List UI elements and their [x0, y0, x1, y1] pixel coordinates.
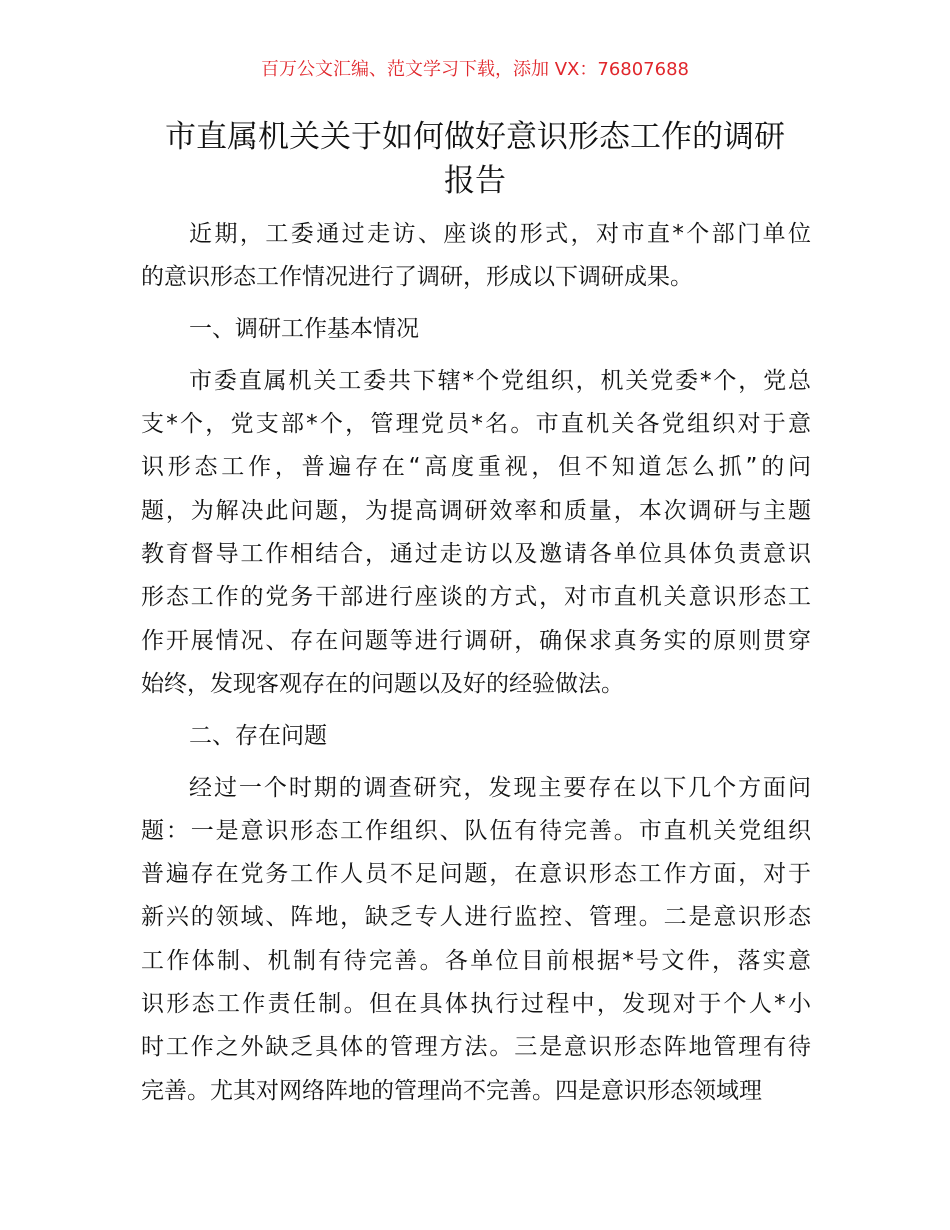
text-line: 时工作之外缺乏具体的管理方法。三是意识形态阵地管理有待 — [141, 1034, 811, 1061]
paragraph — [141, 767, 811, 1113]
section-heading — [141, 715, 811, 758]
text-line: 市委直属机关工委共下辖*个党组织，机关党委*个，党总 — [189, 367, 811, 394]
text-line: 新兴的领域、阵地，缺乏专人进行监控、管理。二是意识形态 — [141, 904, 811, 931]
document-body — [141, 213, 811, 1121]
text-line: 经过一个时期的调查研究，发现主要存在以下几个方面问 — [189, 774, 811, 801]
text-line: 识形态工作责任制。但在具体执行过程中，发现对于个人*小 — [141, 991, 811, 1018]
paragraph — [141, 213, 811, 300]
title-line: 市直属机关关于如何做好意识形态工作的调研 — [165, 119, 785, 155]
text-line: 教育督导工作相结合，通过走访以及邀请各单位具体负责意识 — [141, 541, 811, 568]
text-line: 作开展情况、存在问题等进行调研，确保求真务实的原则贯穿 — [141, 627, 811, 654]
text-line: 题：一是意识形态工作组织、队伍有待完善。市直机关党组织 — [141, 817, 811, 844]
text-line: 完善。尤其对网络阵地的管理尚不完善。四是意识形态领域理 — [141, 1077, 762, 1104]
title-line: 报告 — [444, 163, 506, 199]
text-line: 普遍存在党务工作人员不足问题，在意识形态工作方面，对于 — [141, 861, 811, 888]
document-title — [130, 115, 820, 203]
text-line: 工作体制、机制有待完善。各单位目前根据*号文件，落实意 — [141, 947, 811, 974]
section-heading — [141, 308, 811, 351]
paragraph — [141, 360, 811, 706]
text-line: 始终，发现客观存在的问题以及好的经验做法。 — [141, 670, 624, 697]
text-line: 识形态工作，普遍存在“高度重视，但不知道怎么抓”的问 — [141, 454, 811, 481]
text-line: 题，为解决此问题，为提高调研效率和质量，本次调研与主题 — [141, 497, 811, 524]
text-line: 二、存在问题 — [189, 722, 327, 749]
text-line: 的意识形态工作情况进行了调研，形成以下调研成果。 — [141, 264, 693, 291]
text-line: 支*个，党支部*个，管理党员*名。市直机关各党组织对于意 — [141, 411, 811, 438]
text-line: 近期，工委通过走访、座谈的形式，对市直*个部门单位 — [189, 221, 811, 247]
watermark-header: 百万公文汇编、范文学习下载，添加 VX：76807688 — [261, 59, 689, 80]
text-line: 形态工作的党务干部进行座谈的方式，对市直机关意识形态工 — [141, 584, 811, 611]
text-line: 一、调研工作基本情况 — [189, 316, 419, 343]
